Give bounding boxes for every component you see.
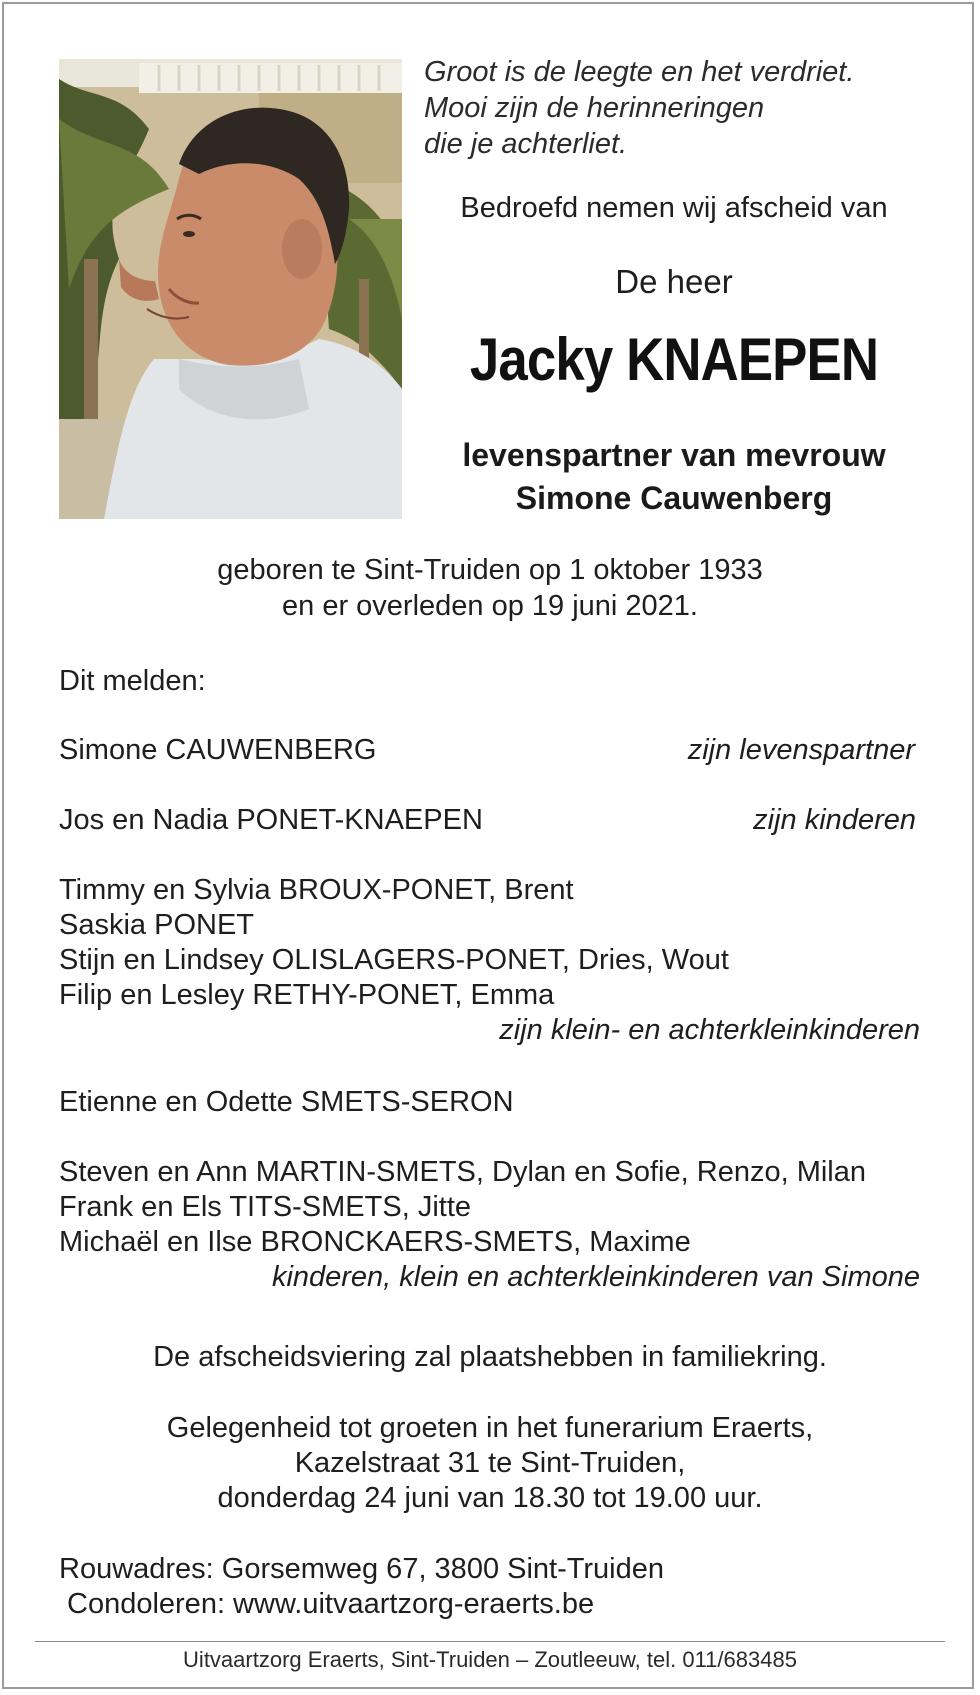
condolences-link[interactable]: Condoleren: www.uitvaartzorg-eraerts.be — [67, 1588, 595, 1620]
ceremony-notice: De afscheidsviering zal plaatshebben in familiekring. — [153, 1341, 827, 1373]
announce-label: Dit melden: — [59, 665, 206, 697]
life-dates — [59, 552, 921, 624]
portrait-photo — [59, 59, 402, 519]
partner-name: Simone CAUWENBERG — [59, 734, 377, 766]
honorific: De heer — [615, 263, 733, 300]
verse-line: Mooi zijn de herinneringen — [424, 92, 765, 124]
simone-children: Etienne en Odette SMETS-SERON — [59, 1086, 514, 1118]
birth-line: geboren te Sint-Truiden op 1 oktober 1933 — [217, 554, 763, 586]
list-item: Frank en Els TITS-SMETS, Jitte — [59, 1191, 472, 1223]
intro-text: Bedroefd nemen wij afscheid van — [460, 192, 888, 224]
partner-line-1: levenspartner van mevrouw — [462, 437, 886, 473]
footer-divider — [35, 1641, 945, 1642]
partner-line — [424, 434, 924, 520]
partner-line-2: Simone Cauwenberg — [515, 480, 833, 516]
visitation-line: donderdag 24 juni van 18.30 tot 19.00 uur. — [217, 1482, 763, 1514]
list-item: Timmy en Sylvia BROUX-PONET, Brent — [59, 874, 574, 906]
children-names: Jos en Nadia PONET-KNAEPEN — [59, 804, 483, 836]
simone-role: kinderen, klein en achterkleinkinderen van Simone — [271, 1261, 920, 1293]
list-item: Saskia PONET — [59, 909, 254, 941]
verse-line: die je achterliet. — [424, 128, 628, 160]
partner-role: zijn levenspartner — [687, 734, 915, 766]
grandchildren-list — [59, 873, 729, 1013]
funeral-home-footer: Uitvaartzorg Eraerts, Sint-Truiden – Zoutleeuw, tel. 011/683485 — [183, 1647, 797, 1672]
grandchildren-role: zijn klein- en achterkleinkinderen — [499, 1014, 920, 1046]
list-item: Filip en Lesley RETHY-PONET, Emma — [59, 979, 555, 1011]
verse-line: Groot is de leegte en het verdriet. — [424, 56, 855, 88]
simone-grandchildren-list — [59, 1155, 866, 1260]
deceased-name: Jacky KNAEPEN — [469, 326, 879, 393]
children-role: zijn kinderen — [753, 804, 916, 836]
list-item: Steven en Ann MARTIN-SMETS, Dylan en Sofie, Renzo, Milan — [59, 1156, 866, 1188]
visitation-line: Kazelstraat 31 te Sint-Truiden, — [294, 1447, 686, 1479]
visitation-line: Gelegenheid tot groeten in het funerarium Eraerts, — [166, 1412, 814, 1444]
list-item: Stijn en Lindsey OLISLAGERS-PONET, Dries, Wout — [59, 944, 729, 976]
death-line: en er overleden op 19 juni 2021. — [282, 590, 698, 622]
mourning-address: Rouwadres: Gorsemweg 67, 3800 Sint-Truiden — [59, 1553, 665, 1585]
list-item: Michaël en Ilse BRONCKAERS-SMETS, Maxime — [59, 1226, 691, 1258]
visitation-notice — [59, 1411, 921, 1516]
memorial-verse — [424, 54, 854, 162]
